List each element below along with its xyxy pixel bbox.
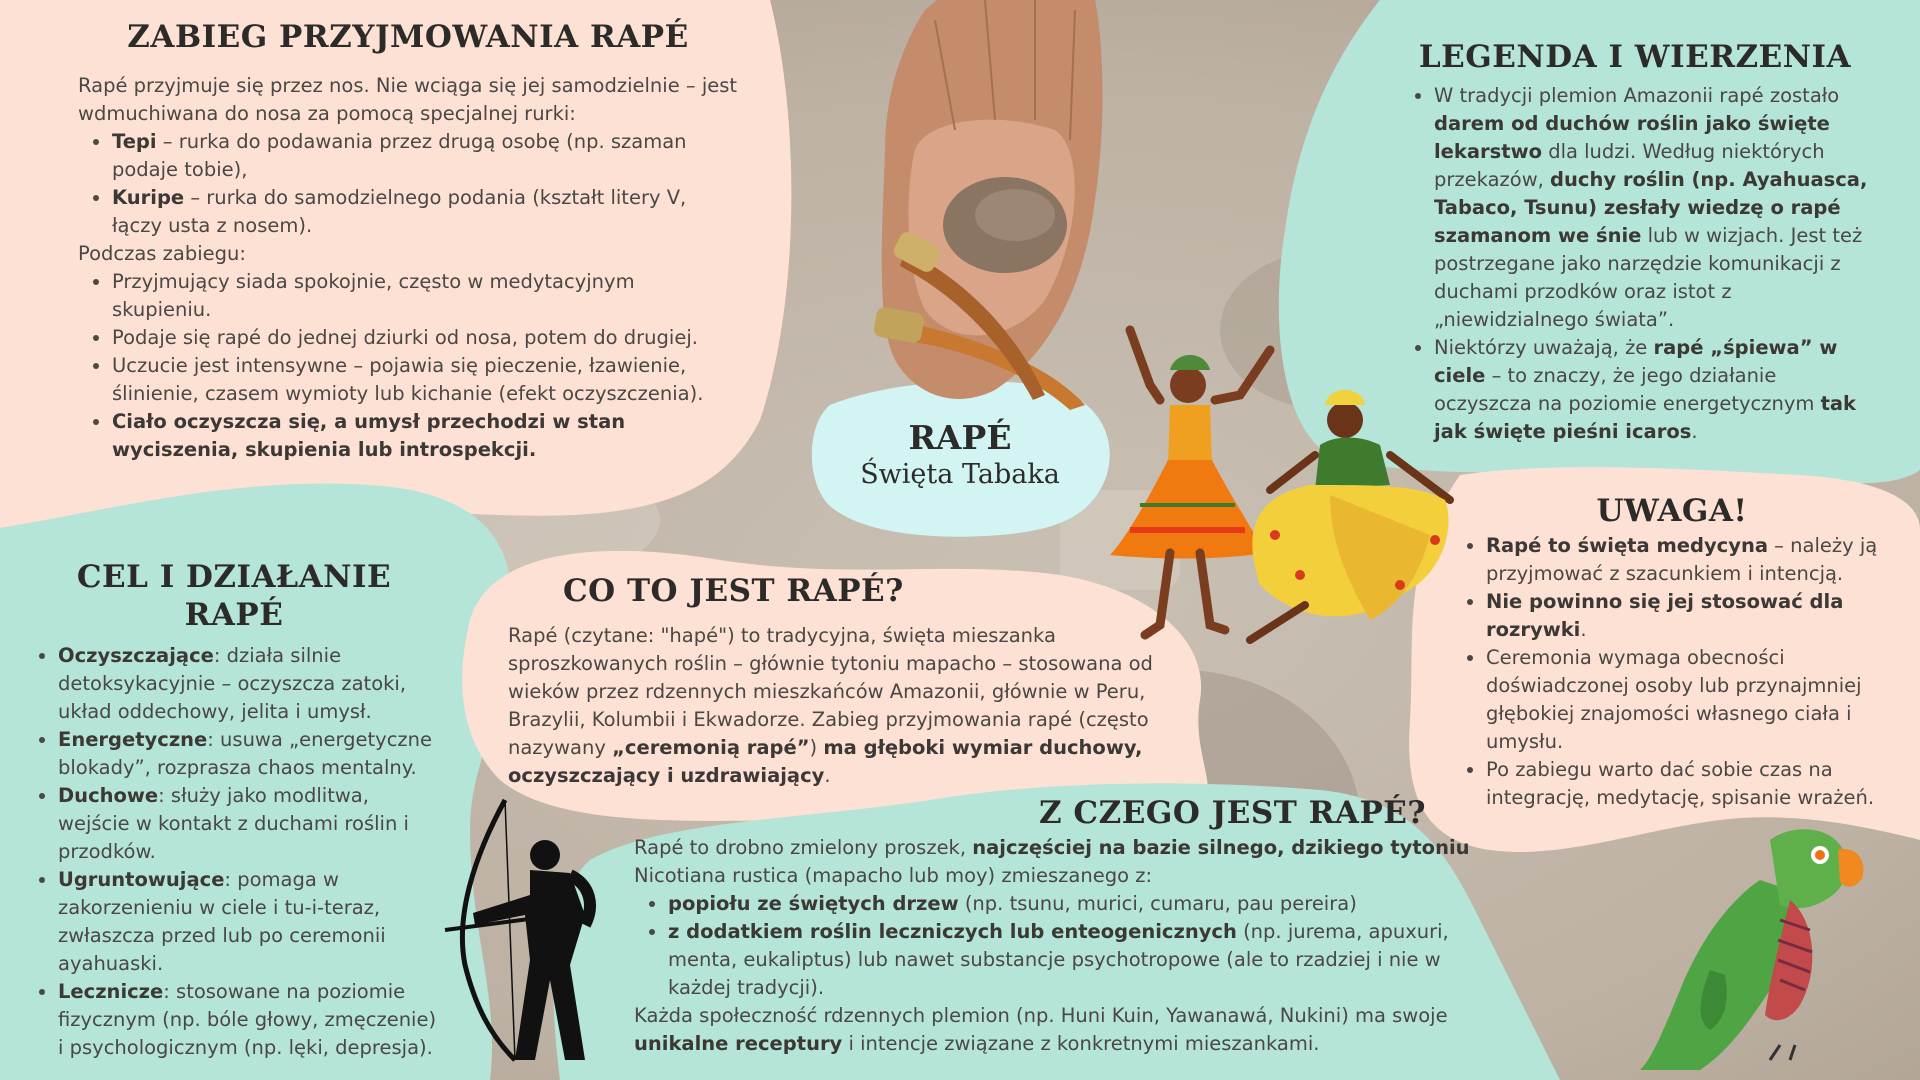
list-item: • Przyjmujący siada spokojnie, często w medytacyjnym skupieniu. [112,268,738,324]
list-item: • Po zabiegu warto dać sobie czas na integrację, medytację, spisanie wrażeń. [1486,756,1892,812]
list-item: • Energetyczne: usuwa „energetyczne blokady”, rozprasza chaos mentalny. [58,726,444,782]
uwaga-list [1452,532,1892,812]
list-item: • Duchowe: służy jako modlitwa, wejście w kontakt z duchami roślin i przodków. [58,782,444,866]
list-item: • Kuripe – rurka do samodzielnego podania (kształt litery V, łączy usta z nosem). [112,184,738,240]
hand-with-rape-illustration [845,0,1125,410]
z-czego-list [634,890,1484,1002]
list-item: • Oczyszczające: działa silnie detoksykacyjnie – oczyszcza zatoki, układ oddechowy, jelita i umysł. [58,642,444,726]
section-z-czego [634,794,1484,1058]
page-title: RAPÉ [908,418,1012,457]
list-item: • Ciało oczyszcza się, a umysł przechodzi w stan wyciszenia, skupienia lub introspekcji. [112,408,738,464]
z-czego-intro: Rapé to drobno zmielony proszek, najczęściej na bazie silnego, dzikiego tytoniu Nicotiana rustica (mapacho lub moy) zmieszanego z: [634,836,1470,887]
list-item: • Lecznicze: stosowane na poziomie fizycznym (np. bóle głowy, zmęczenie) i psychologicznym (np. lęki, depresja). [58,978,444,1062]
zabieg-intro: Rapé przyjmuje się przez nos. Nie wciąga się jej samodzielnie – jest wdmuchiwana do nosa za pomocą specjalnej rurki: [78,74,738,125]
zabieg-tools-list [78,128,738,240]
page-subtitle: Święta Tabaka [860,459,1060,490]
section-cel [24,558,444,1062]
z-czego-outro: Każda społeczność rdzennych plemion (np. Huni Kuin, Yawanawá, Nukini) ma swoje unikalne receptury i intencje związane z konkretnymi mieszankami. [634,1004,1448,1055]
parrot-illustration [1640,820,1880,1070]
zabieg-heading: ZABIEG PRZYJMOWANIA RAPÉ [127,19,689,55]
z-czego-heading: Z CZEGO JEST RAPÉ? [1039,795,1427,831]
section-zabieg [78,18,738,464]
cel-heading: CEL I DZIAŁANIE RAPÉ [76,559,392,633]
zabieg-steps-list [78,268,738,464]
list-item: • Ceremonia wymaga obecności doświadczonej osoby lub przynajmniej głębokiej znajomości własnego ciała i umysłu. [1486,644,1892,756]
section-co-to [508,572,1198,790]
archer-silhouette-illustration [435,795,625,1070]
list-item: • z dodatkiem roślin leczniczych lub enteogenicznych (np. jurema, apuxuri, menta, eukaliptus) lub nawet substancje psychotropowe (ale to rzadziej i nie w każdej tradycji). [668,918,1484,1002]
legenda-heading: LEGENDA I WIERZENIA [1418,39,1852,75]
legenda-list [1400,82,1870,446]
list-item: • popiołu ze świętych drzew (np. tsunu, murici, cumaru, pau pereira) [668,890,1484,918]
co-to-heading: CO TO JEST RAPÉ? [563,573,904,609]
section-uwaga [1452,492,1892,812]
cel-list [24,642,444,1062]
uwaga-heading: UWAGA! [1596,493,1748,529]
list-item: • W tradycji plemion Amazonii rapé zostało darem od duchów roślin jako święte lekarstwo dla ludzi. Według niektórych przekazów, duchy roślin (np. Ayahuasca, Tabaco, Tsunu) zesłały wiedzę o rapé szamanom we śnie lub w wizjach. Jest też postrzegane jako narzędzie komunikacji z duchami przodków oraz istot z „niewidzialnego świata”. [1434,82,1870,334]
list-item: • Ugruntowujące: pomaga w zakorzenieniu w ciele i tu-i-teraz, zwłaszcza przed lub po ceremonii ayahuaski. [58,866,444,978]
section-legenda [1400,38,1870,446]
zabieg-during-label: Podczas zabiegu: [78,242,246,265]
list-item: • Niektórzy uważają, że rapé „śpiewa” w ciele – to znaczy, że jego działanie oczyszcza na poziomie energetycznym tak jak święte pieśni icaros. [1434,334,1870,446]
list-item: • Tepi – rurka do podawania przez drugą osobę (np. szaman podaje tobie), [112,128,738,184]
title-block [835,418,1085,492]
list-item: • Nie powinno się jej stosować dla rozrywki. [1486,588,1892,644]
co-to-text: Rapé (czytane: "hapé") to tradycyjna, święta mieszanka sproszkowanych roślin – głównie tytoniu mapacho – stosowana od wieków przez rdzennych mieszkańców Amazonii, głównie w Peru, Brazylii, Kolumbii i Ekwadorze. Zabieg przyjmowania rapé (często nazywany „ceremonią rapé”) ma głęboki wymiar duchowy, oczyszczający i uzdrawiający. [508,624,1153,787]
list-item: • Podaje się rapé do jednej dziurki od nosa, potem do drugiej. [112,324,738,352]
list-item: • Rapé to święta medycyna – należy ją przyjmować z szacunkiem i intencją. [1486,532,1892,588]
list-item: • Uczucie jest intensywne – pojawia się pieczenie, łzawienie, ślinienie, czasem wymioty lub kichanie (efekt oczyszczenia). [112,352,738,408]
